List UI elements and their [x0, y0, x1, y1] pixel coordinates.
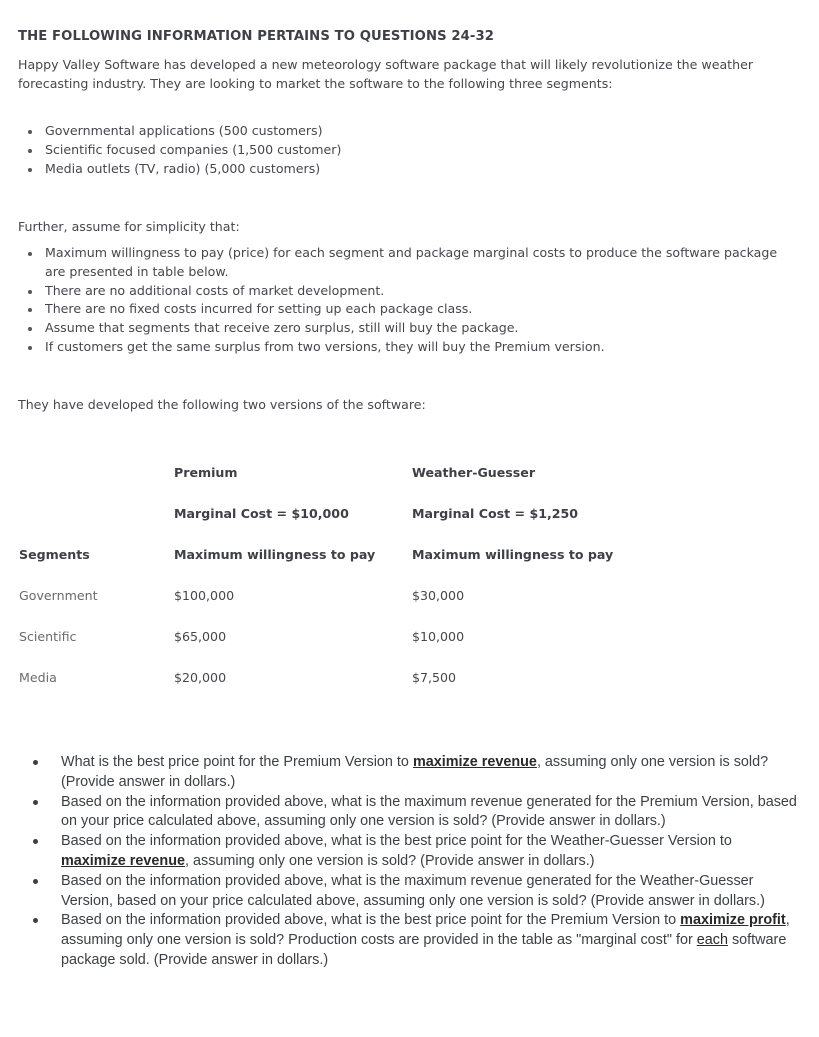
question-text: Based on the information provided above, what is the best price point for the Premium Version to — [61, 912, 681, 929]
premium-title: Premium — [174, 465, 238, 480]
list-item: There are no additional costs of market development. — [18, 282, 798, 301]
segment-list — [18, 122, 341, 178]
question-text: software package sold. (Provide answer in dollars.) — [61, 932, 787, 968]
question-text: Based on the information provided above, what is the maximum revenue generated for the Premium Version, based on your price calculated above, assuming only one version is sold? (Provide answer in dollars.) — [61, 793, 797, 830]
premium-marginal-cost: Marginal Cost = $10,000 — [174, 506, 349, 521]
question-text: , assuming only one version is sold? (Provide answer in dollars.) — [185, 852, 595, 869]
table-row-segment: Scientific — [19, 629, 77, 644]
assumptions-intro: Further, assume for simplicity that: — [18, 219, 240, 234]
table-cell-premium: $65,000 — [174, 629, 227, 644]
list-item: Governmental applications (500 customers) — [18, 122, 341, 141]
list-item: Maximum willingness to pay (price) for each segment and package marginal costs to produce the software package are presented in table below. — [18, 244, 798, 282]
table-row-segment: Media — [19, 670, 57, 685]
table-row-segment: Government — [19, 588, 98, 603]
emphasis-text: maximize revenue — [412, 754, 537, 770]
list-item: There are no fixed costs incurred for setting up each package class. — [18, 300, 798, 319]
question-item — [0, 832, 800, 872]
question-list — [0, 753, 800, 971]
question-item — [0, 793, 800, 833]
table-cell-weather: $7,500 — [412, 670, 457, 685]
table-cell-premium: $100,000 — [174, 588, 235, 603]
weather-guesser-wtp-header: Maximum willingness to pay — [412, 547, 614, 562]
section-heading: THE FOLLOWING INFORMATION PERTAINS TO QUESTIONS 24-32 — [18, 29, 495, 44]
question-text: What is the best price point for the Premium Version to — [61, 754, 413, 770]
question-item — [0, 872, 800, 912]
table-cell-weather: $30,000 — [412, 588, 465, 603]
question-text: , assuming only one version is sold? (Provide answer in dollars.) — [61, 754, 769, 790]
emphasis-text: maximize revenue — [61, 852, 185, 869]
emphasis-text: each — [696, 932, 728, 949]
question-item — [0, 753, 800, 793]
list-item: If customers get the same surplus from two versions, they will buy the Premium version. — [18, 338, 798, 357]
premium-wtp-header: Maximum willingness to pay — [174, 547, 376, 562]
table-cell-weather: $10,000 — [412, 629, 465, 644]
intro-paragraph: Happy Valley Software has developed a new meteorology software package that will likely revolutionize the weather forecasting industry. They are looking to market the software to the following three segments: — [18, 57, 754, 91]
question-text: Based on the information provided above, what is the best price point for the Weather-Guesser Version to — [61, 833, 732, 850]
weather-guesser-title: Weather-Guesser — [412, 465, 536, 480]
question-item — [0, 911, 800, 970]
emphasis-text: maximize profit — [680, 912, 786, 929]
list-item: Media outlets (TV, radio) (5,000 customers) — [18, 160, 341, 179]
segments-header: Segments — [19, 547, 90, 562]
list-item: Assume that segments that receive zero surplus, still will buy the package. — [18, 319, 798, 338]
list-item: Scientific focused companies (1,500 customer) — [18, 141, 341, 160]
versions-intro: They have developed the following two versions of the software: — [18, 397, 426, 412]
weather-guesser-marginal-cost: Marginal Cost = $1,250 — [412, 506, 579, 521]
question-text: , assuming only one version is sold? Production costs are provided in the table as "marginal cost" for — [61, 912, 790, 949]
assumptions-list — [18, 244, 798, 357]
question-text: Based on the information provided above, what is the maximum revenue generated for the Weather-Guesser Version, based on your price calculated above, assuming only one version is sold? (Provide answer in dollars.) — [61, 872, 765, 909]
table-cell-premium: $20,000 — [174, 670, 227, 685]
